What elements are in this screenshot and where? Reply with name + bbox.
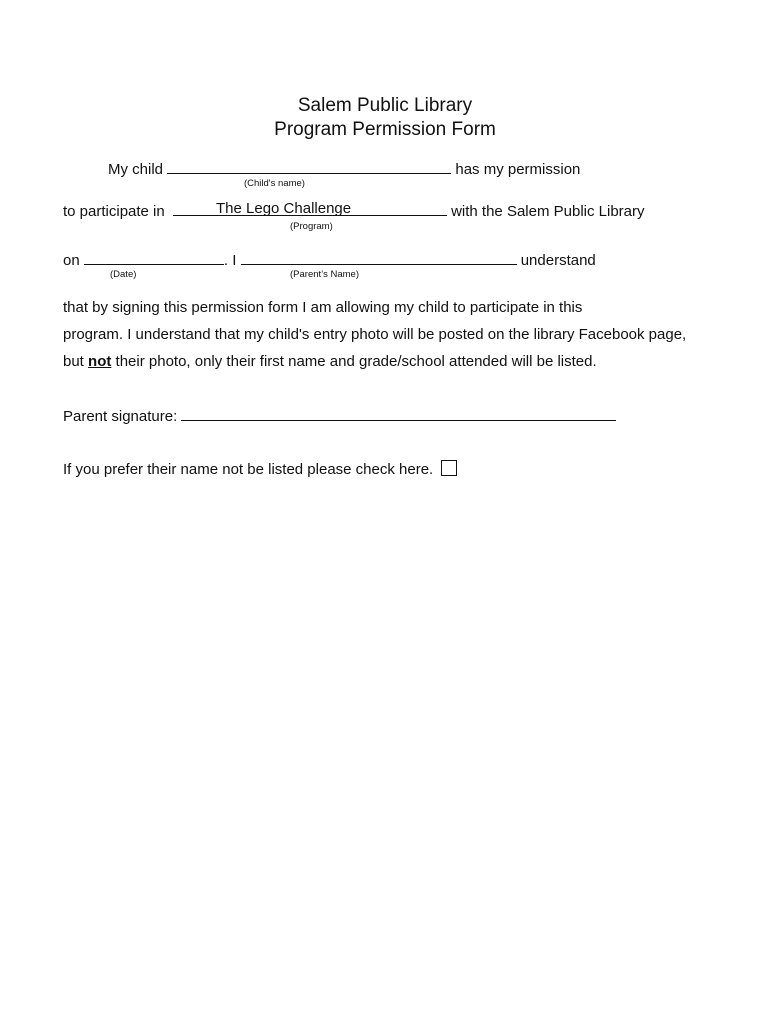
parent-name-caption: (Parent’s Name) bbox=[290, 269, 359, 280]
date-middle: . I bbox=[223, 252, 237, 269]
understand-suffix: understand bbox=[520, 252, 596, 269]
program-line bbox=[63, 201, 645, 221]
child-name-line bbox=[108, 159, 580, 179]
optout-checkbox[interactable] bbox=[441, 460, 457, 476]
body-line-2: program. I understand that my child's entry photo will be posted on the library Facebook page, bbox=[63, 326, 687, 343]
date-caption: (Date) bbox=[110, 269, 137, 280]
program-prefix: to participate in bbox=[63, 203, 165, 220]
date-prefix: on bbox=[63, 252, 80, 269]
date-parent-line bbox=[63, 250, 596, 270]
date-field[interactable] bbox=[84, 250, 224, 265]
child-prefix: My child bbox=[108, 161, 164, 178]
program-suffix: with the Salem Public Library bbox=[451, 203, 645, 220]
body-line-3-end: their photo, only their first name and grade/school attended will be listed. bbox=[115, 353, 597, 370]
form-title-name: Program Permission Form bbox=[274, 119, 496, 140]
child-name-caption: (Child's name) bbox=[244, 178, 305, 189]
optout-label: If you prefer their name not be listed please check here. bbox=[63, 461, 434, 478]
body-line-3-start: but bbox=[63, 353, 84, 370]
program-value: The Lego Challenge bbox=[216, 200, 352, 217]
body-line-3 bbox=[63, 353, 597, 371]
child-name-field[interactable] bbox=[167, 159, 451, 174]
signature-label: Parent signature: bbox=[63, 408, 178, 425]
emphasis-not: not bbox=[88, 353, 112, 370]
program-caption: (Program) bbox=[290, 221, 333, 232]
body-line-1: that by signing this permission form I am allowing my child to participate in this bbox=[63, 299, 583, 316]
signature-line bbox=[63, 406, 616, 426]
child-suffix: has my permission bbox=[455, 161, 581, 178]
parent-name-field[interactable] bbox=[241, 250, 517, 265]
signature-field[interactable] bbox=[181, 406, 616, 421]
form-title-library: Salem Public Library bbox=[297, 95, 473, 116]
